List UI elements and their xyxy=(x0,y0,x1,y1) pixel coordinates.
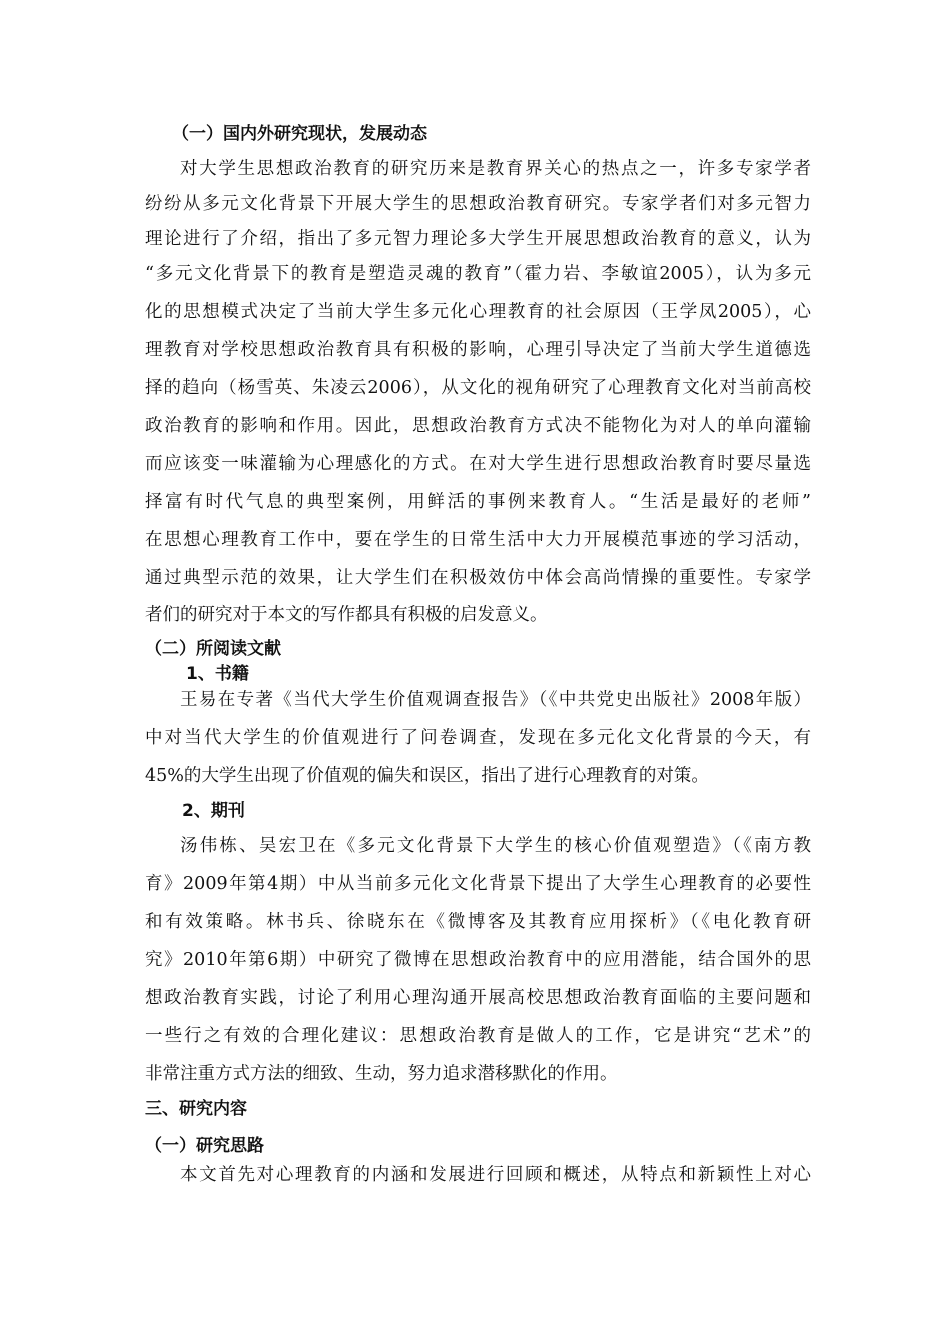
heading-literature-read: （二）所阅读文献 xyxy=(145,639,281,659)
text-line: 政治教育的影响和作用。因此，思想政治教育方式决不能物化为对人的单向灌输 xyxy=(145,416,811,436)
text-line: 而应该变一味灌输为心理感化的方式。在对大学生进行思想政治教育时要尽量选 xyxy=(145,454,811,474)
heading-research-content: 三、研究内容 xyxy=(145,1099,247,1119)
text-line: 非常注重方式方法的细致、生动，努力追求潜移默化的作用。 xyxy=(145,1064,618,1084)
text-line: “多元文化背景下的教育是塑造灵魂的教育”（霍力岩、李敏谊2005），认为多元 xyxy=(145,264,811,284)
text-line: 择富有时代气息的典型案例，用鲜活的事例来教育人。“生活是最好的老师” xyxy=(145,492,811,512)
text-line: 想政治教育实践，讨论了利用心理沟通开展高校思想政治教育面临的主要问题和 xyxy=(145,988,811,1008)
heading-journals: 2、期刊 xyxy=(182,801,245,821)
text-line: 一些行之有效的合理化建议：思想政治教育是做人的工作，它是讲究“艺术”的 xyxy=(145,1026,811,1046)
text-line: 育》2009年第4期）中从当前多元化文化背景下提出了大学生心理教育的必要性 xyxy=(145,874,811,894)
text-line: 对大学生思想政治教育的研究历来是教育界关心的热点之一，许多专家学者 xyxy=(180,159,811,179)
text-line: 在思想心理教育工作中，要在学生的日常生活中大力开展模范事迹的学习活动， xyxy=(145,530,811,550)
text-line: 择的趋向（杨雪英、朱凌云2006），从文化的视角研究了心理教育文化对当前高校 xyxy=(145,378,811,398)
heading-domestic-research: （一）国内外研究现状，发展动态 xyxy=(172,124,427,144)
text-line: 汤伟栋、吴宏卫在《多元文化背景下大学生的核心价值观塑造》（《南方教 xyxy=(180,836,811,856)
text-line: 者们的研究对于本文的写作都具有积极的启发意义。 xyxy=(145,605,548,625)
text-line: 理论进行了介绍，指出了多元智力理论多大学生开展思想政治教育的意义，认为 xyxy=(145,229,811,249)
text-line: 45%的大学生出现了价值观的偏失和误区，指出了进行心理教育的对策。 xyxy=(145,766,709,786)
text-line: 和有效策略。林书兵、徐晓东在《微博客及其教育应用探析》（《电化教育研 xyxy=(145,912,811,932)
text-line: 化的思想模式决定了当前大学生多元化心理教育的社会原因（王学凤2005），心 xyxy=(145,302,811,322)
text-line: 王易在专著《当代大学生价值观调查报告》（《中共党史出版社》2008年版） xyxy=(180,690,811,710)
text-line: 理教育对学校思想政治教育具有积极的影响，心理引导决定了当前大学生道德选 xyxy=(145,340,811,360)
heading-research-approach: （一）研究思路 xyxy=(145,1136,264,1156)
text-line: 中对当代大学生的价值观进行了问卷调查，发现在多元化文化背景的今天，有 xyxy=(145,728,811,748)
text-line: 纷纷从多元文化背景下开展大学生的思想政治教育研究。专家学者们对多元智力 xyxy=(145,194,811,214)
text-line: 本文首先对心理教育的内涵和发展进行回顾和概述，从特点和新颖性上对心 xyxy=(180,1165,811,1185)
text-line: 究》2010年第6期）中研究了微博在思想政治教育中的应用潜能，结合国外的思 xyxy=(145,950,811,970)
text-line: 通过典型示范的效果，让大学生们在积极效仿中体会高尚情操的重要性。专家学 xyxy=(145,568,811,588)
heading-books: 1、书籍 xyxy=(186,664,249,684)
